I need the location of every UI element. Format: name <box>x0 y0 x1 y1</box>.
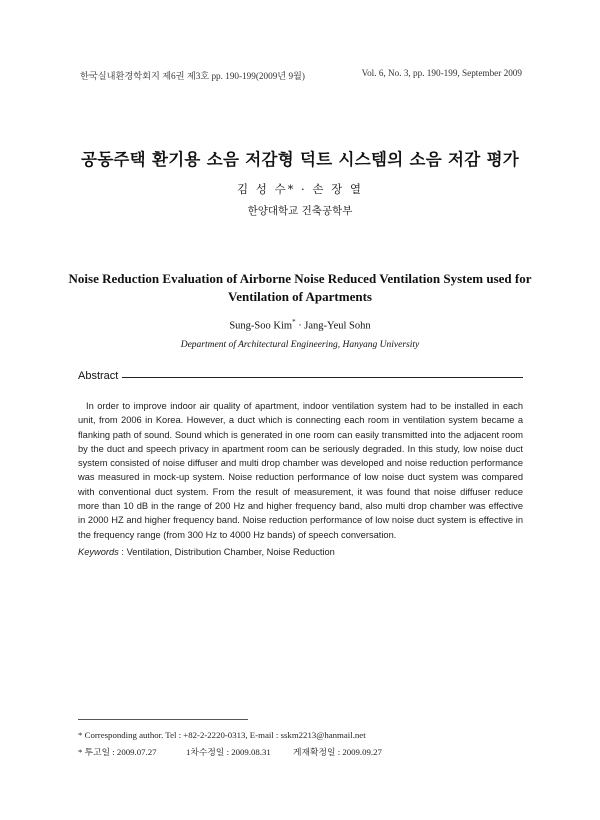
authors-english <box>0 318 600 332</box>
keywords-line <box>78 547 523 557</box>
keywords-label: Keywords <box>78 547 119 557</box>
affiliation-korean: 한양대학교 건축공학부 <box>247 205 353 217</box>
journal-header-korean: 한국실내환경학회지 제6권 제3호 pp. 190-199(2009년 9월) <box>80 71 305 81</box>
date-revised: 1차수정일 : 2009.08.31 <box>186 747 271 757</box>
paper-title-korean: 공동주택 환기용 소음 저감형 덕트 시스템의 소음 저감 평가 <box>80 150 520 169</box>
journal-header-english: Vol. 6, No. 3, pp. 190-199, September 2009 <box>361 68 522 78</box>
paper-title-english: Noise Reduction Evaluation of Airborne Noise Reduced Ventilation System used for Ventilation of Apartments <box>68 271 532 304</box>
authors-korean: 김 성 수* · 손 장 열 <box>237 182 363 196</box>
corresponding-mark: * <box>292 318 296 326</box>
keywords-text: : Ventilation, Distribution Chamber, Noise Reduction <box>121 547 335 557</box>
date-accepted: 게재확정일 : 2009.09.27 <box>293 747 382 757</box>
affiliation-english: Department of Architectural Engineering, Hanyang University <box>180 340 420 350</box>
footnote-dates <box>78 745 523 757</box>
running-header <box>80 68 522 84</box>
footnote-corresponding-author: * Corresponding author. Tel : +82-2-2220-0313, E-mail : sskm2213@hanmail.net <box>78 730 366 740</box>
footnote-rule <box>78 719 248 720</box>
author-second: · Jang-Yeul Sohn <box>298 320 371 332</box>
date-received: * 투고일 : 2009.07.27 <box>78 747 157 757</box>
abstract-rule <box>118 377 523 378</box>
abstract-label: Abstract <box>78 370 122 382</box>
author-first: Sung-Soo Kim <box>229 320 293 332</box>
abstract-heading <box>78 370 523 384</box>
abstract-text: In order to improve indoor air quality of apartment, indoor ventilation system had to be installed in each unit, from 2006 in Korea. However, a duct which is connecting each room in ventilation system became a flanking path of sound. Sound which is generated in one room can easily transmitted into the adjacent room by the duct and speech privacy in apartment room can be seriously degraded. In this study, low noise duct system consisted of noise diffuser and multi drop chamber was developed and noise reduction performance was measured in mock-up system. Noise reduction performance of low noise duct system was compared with conventional duct system. From the result of measurement, it was found that noise diffuser reduce more than 10 dB in the range of 200 Hz and higher frequency band, also multi drop chamber was effective in 2000 HZ and higher frequency band. Noise reduction performance of low noise duct system is effective in the frequency range (from 300 Hz to 4000 Hz bands) of speech conversation. <box>78 401 523 540</box>
